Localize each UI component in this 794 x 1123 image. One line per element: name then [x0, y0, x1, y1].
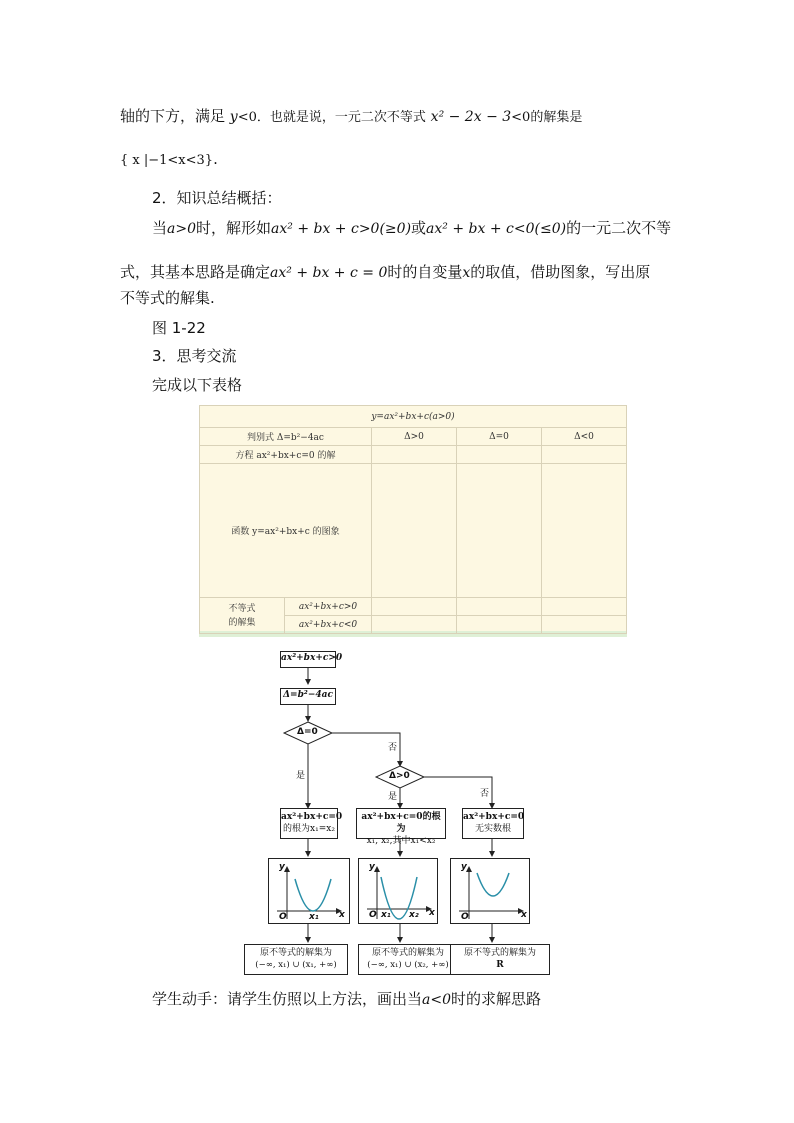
table-cell[interactable] — [372, 598, 457, 616]
section-3-heading: 3．思考交流 — [152, 347, 237, 365]
table-cell[interactable] — [372, 446, 457, 464]
math-expr: ax² + bx + c>0(≥0) — [271, 221, 412, 237]
axis-y-label: y — [279, 862, 285, 872]
origin-label: O — [279, 912, 287, 922]
text-fragment: . — [213, 150, 218, 168]
table-case-eq: Δ=0 — [457, 428, 542, 446]
root-x1-label: x₁ — [381, 910, 391, 920]
section-3-task: 完成以下表格 — [152, 376, 243, 394]
summary-line-1 — [152, 218, 671, 239]
summary-line-2 — [120, 262, 650, 283]
text-fragment: 当 — [152, 219, 168, 237]
no-label-2: 否 — [480, 789, 490, 799]
result-lt-box — [450, 944, 550, 975]
case-gt-line-2: x₁, x₂,其中x₁<x₂ — [366, 836, 436, 846]
graph-eq-box — [268, 858, 350, 924]
text-fragment: 学生动手：请学生仿照以上方法，画出当 — [152, 990, 423, 1008]
decision-1-text: Δ=0 — [297, 727, 318, 737]
section-2-heading: 2．知识总结概括： — [152, 189, 282, 207]
origin-label: O — [461, 912, 469, 922]
case-eq-line-1: ax²+bx+c=0 — [281, 812, 343, 822]
text-fragment: <0．也就是说，一元二次不等式 — [237, 110, 426, 125]
yes-label-2: 是 — [388, 792, 398, 802]
decision-2-text: Δ>0 — [389, 771, 410, 781]
table-cell[interactable] — [542, 616, 627, 634]
text-fragment: 的取值，借助图象，写出原 — [470, 263, 651, 281]
table-ineq-label — [200, 598, 285, 634]
case-lt-box — [462, 808, 524, 839]
text-fragment: 时的求解思路 — [451, 990, 542, 1008]
text-fragment: 时，解形如 — [196, 219, 272, 237]
table-cell[interactable] — [542, 464, 627, 598]
math-expr: x² − 2x − 3 — [430, 109, 512, 125]
graph-lt-box — [450, 858, 530, 924]
math-expr: a>0 — [167, 221, 196, 237]
result-lt-line-2: R — [496, 960, 504, 970]
no-label-1: 否 — [388, 743, 398, 753]
axis-x-label: x — [429, 908, 435, 918]
result-lt-line-1: 原不等式的解集为 — [463, 948, 536, 958]
table-cell[interactable] — [457, 464, 542, 598]
table-case-gt: Δ>0 — [372, 428, 457, 446]
origin-label: O — [369, 910, 377, 920]
axis-x-label: x — [339, 910, 345, 920]
text-fragment: 或 — [411, 219, 427, 237]
text-fragment: <0的解集是 — [511, 110, 583, 125]
math-var: y — [229, 109, 238, 125]
table-cell[interactable] — [542, 446, 627, 464]
solution-set: { x |−1<x<3} — [120, 153, 214, 168]
table-ineq-label-2: 的解集 — [228, 617, 256, 628]
disc-text: Δ=b²−4ac — [283, 690, 333, 700]
table-cell[interactable] — [457, 446, 542, 464]
table-cell[interactable] — [542, 598, 627, 616]
math-expr: ax² + bx + c<0(≤0) — [426, 221, 567, 237]
start-box — [280, 651, 343, 668]
table-case-lt: Δ<0 — [542, 428, 627, 446]
case-gt-line-1: ax²+bx+c=0的根为 — [361, 812, 441, 834]
parabola-eq — [295, 879, 331, 911]
axis-y-label: y — [369, 862, 375, 872]
axis-y-label: y — [461, 862, 467, 872]
table-ineq-lt: ax²+bx+c<0 — [285, 616, 372, 634]
figure-label: 图 1-22 — [152, 319, 206, 337]
table-cell[interactable] — [457, 598, 542, 616]
graph-gt-box — [358, 858, 438, 924]
result-eq-line-2: (−∞, x₁) ∪ (x₁, +∞) — [255, 960, 337, 970]
case-lt-line-1: ax²+bx+c=0 — [463, 812, 525, 822]
parabola-lt — [477, 873, 509, 896]
flowchart — [240, 648, 560, 978]
result-gt-box — [358, 944, 458, 975]
disc-box — [280, 688, 336, 705]
text-fragment: 式，其基本思路是确定 — [120, 263, 271, 281]
quadratic-table — [199, 405, 627, 637]
case-eq-line-2: 的根为x₁=x₂ — [283, 824, 335, 834]
table-ineq-label-1: 不等式 — [228, 603, 256, 614]
table-graph-row: 函数 y=ax²+bx+c 的图象 — [200, 464, 372, 598]
table-cell[interactable] — [372, 616, 457, 634]
table-cell[interactable] — [372, 464, 457, 598]
root-x1-label: x₁ — [309, 912, 319, 922]
text-fragment: 轴的下方，满足 — [120, 107, 226, 125]
case-gt-box — [356, 808, 446, 846]
text-fragment: 时的自变量 — [387, 263, 463, 281]
closing-line — [152, 989, 541, 1010]
table-disc-label: 判别式 Δ=b²−4ac — [200, 428, 372, 446]
case-lt-line-2: 无实数根 — [474, 824, 511, 834]
text-line-2 — [120, 149, 218, 171]
root-x2-label: x₂ — [409, 910, 419, 920]
yes-label-1: 是 — [296, 771, 306, 781]
summary-line-3: 不等式的解集. — [120, 289, 215, 307]
case-eq-box — [280, 808, 343, 839]
math-var: x — [462, 265, 471, 281]
table-ineq-gt: ax²+bx+c>0 — [285, 598, 372, 616]
table-cell[interactable] — [457, 616, 542, 634]
start-text: ax²+bx+c>0 — [281, 653, 343, 663]
text-line-1 — [120, 106, 582, 128]
text-fragment: 的一元二次不等 — [566, 219, 672, 237]
table-title: y=ax²+bx+c(a>0) — [200, 406, 627, 428]
table-equation-row: 方程 ax²+bx+c=0 的解 — [200, 446, 372, 464]
result-eq-box — [244, 944, 348, 975]
result-gt-line-1: 原不等式的解集为 — [371, 948, 444, 958]
math-expr: a<0 — [422, 992, 451, 1008]
axis-x-label: x — [521, 910, 527, 920]
result-gt-line-2: (−∞, x₁) ∪ (x₂, +∞) — [367, 960, 449, 970]
result-eq-line-1: 原不等式的解集为 — [259, 948, 332, 958]
math-expr: ax² + bx + c = 0 — [270, 265, 388, 281]
